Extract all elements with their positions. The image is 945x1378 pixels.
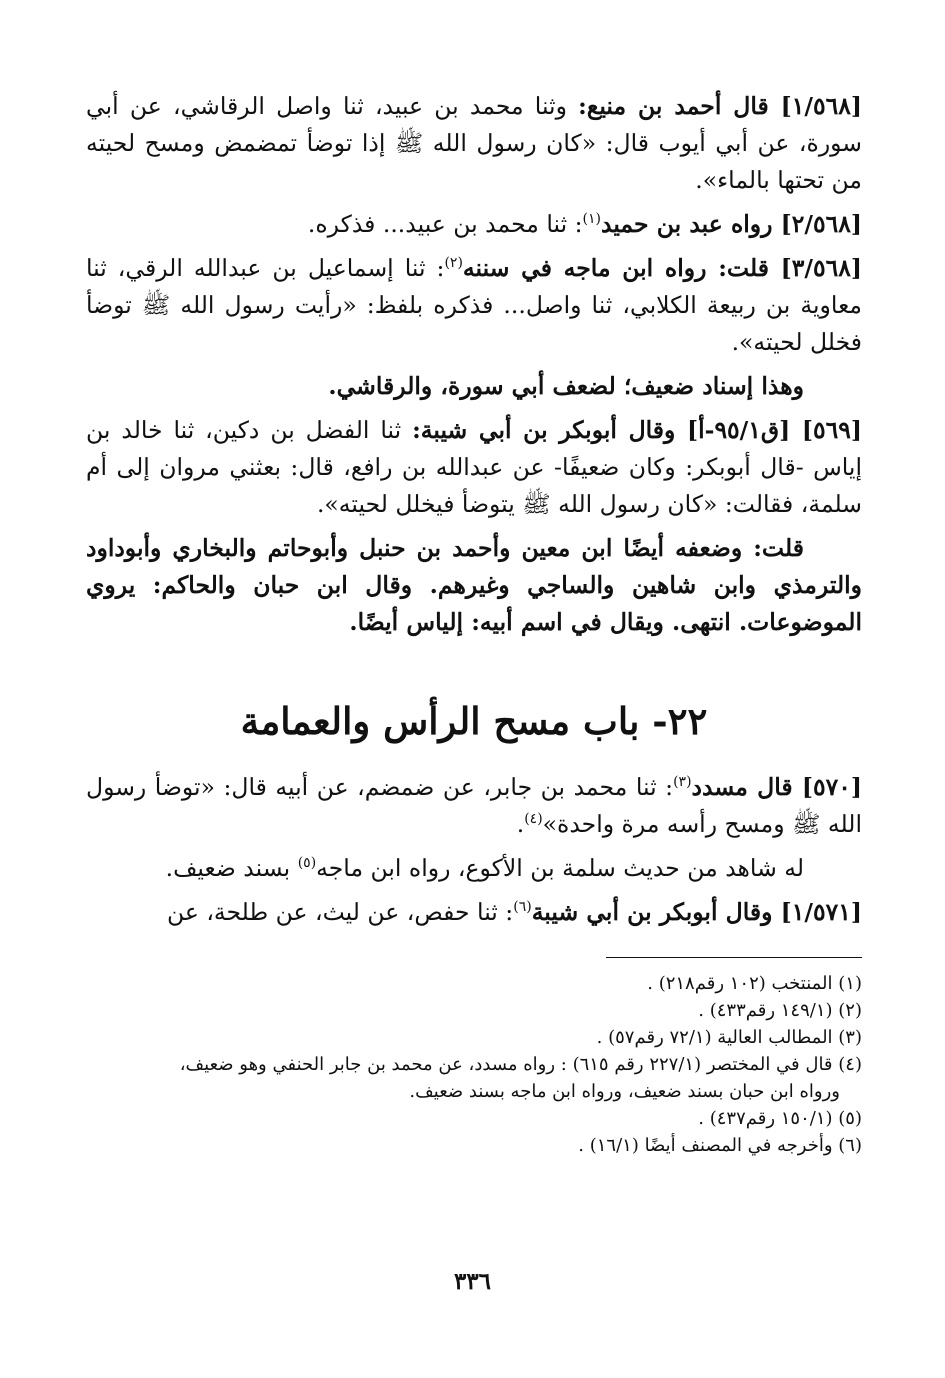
- footnote-marker[interactable]: (٦): [513, 899, 532, 916]
- commentary-weak-chain: [86, 368, 862, 405]
- hadith-568-2: [86, 206, 862, 243]
- hadith-568-3: [86, 250, 862, 361]
- footnote-2: (٢) (١٤٩/١ رقم٤٣٣) .: [698, 1000, 862, 1021]
- footnote-4: (٤) قال في المختصر (٢٢٧/١ رقم ٦١٥) : رواه مسدد، عن محمد بن جابر الحنفي وهو ضعيف،: [179, 1054, 862, 1075]
- hadith-reference: [٥٧٠] قال مسدد: [691, 773, 862, 801]
- footnote-1: (١) المنتخب (١٠٢ رقم٢١٨) .: [647, 973, 862, 994]
- hadith-reference: [١/٥٧١] وقال أبوبكر بن أبي شيبة: [531, 898, 862, 926]
- footnotes: [86, 970, 862, 1159]
- hadith-text: : ثنا محمد بن عبيد... فذكره.: [307, 210, 583, 238]
- hadith-reference: [٥٦٩] [ق٩٥/١-أ] وقال أبوبكر بن أبي شيبة:: [412, 416, 862, 444]
- hadith-text: : ثنا حفص، عن ليث، عن طلحة، عن: [166, 898, 514, 926]
- hadith-text: ثنا الفضل بن دكين، ثنا خالد بن إياس -قال أبوبكر: وكان ضعيفًا- عن عبدالله بن رافع، قال: بعثني مروان إلى أم سلمة، فقالت: «كان رسول الله ﷺ يتوضأ فيخلل لحيته».: [86, 416, 862, 518]
- footnote-marker[interactable]: (٤): [524, 811, 543, 828]
- hadith-reference: [٣/٥٦٨] قلت: رواه ابن ماجه في سننه: [462, 254, 862, 282]
- hadith-568-1: [86, 88, 862, 199]
- footnote-4-continued: ورواه ابن حبان بسند ضعيف، ورواه ابن ماجه بسند ضعيف.: [409, 1081, 840, 1102]
- commentary-witness: [86, 850, 862, 887]
- footnote-marker[interactable]: (٢): [444, 255, 463, 272]
- footnote-divider: [606, 957, 862, 958]
- footnote-5: (٥) (١٥٠/١ رقم٤٣٧) .: [698, 1108, 862, 1129]
- footnote-6: (٦) وأخرجه في المصنف أيضًا (١٦/١) .: [578, 1135, 862, 1156]
- hadith-reference: [١/٥٦٨] قال أحمد بن منيع:: [578, 92, 862, 120]
- hadith-reference: [٢/٥٦٨] رواه عبد بن حميد: [600, 210, 862, 238]
- hadith-text: : ثنا إسماعيل بن عبدالله الرقي، ثنا معاوية بن ربيعة الكلابي، ثنا واصل... فذكره بلفظ: «رأيت رسول الله ﷺ توضأ فخلل لحيته».: [86, 254, 862, 356]
- footnote-3: (٣) المطالب العالية (٧٢/١ رقم٥٧) .: [596, 1027, 862, 1048]
- chapter-title: ٢٢- باب مسح الرأس والعمامة: [240, 699, 708, 743]
- footnote-marker[interactable]: (٣): [673, 774, 692, 791]
- hadith-text-end: .: [516, 810, 525, 838]
- footnote-marker[interactable]: (١): [582, 211, 601, 228]
- commentary-text: له شاهد من حديث سلمة بن الأكوع، رواه ابن ماجه: [316, 854, 804, 882]
- book-page: [86, 88, 862, 1159]
- footnote-marker[interactable]: (٥): [297, 855, 317, 872]
- page-number: ٣٣٦: [453, 1268, 492, 1295]
- commentary-text: قلت: وضعفه أيضًا ابن معين وأحمد بن حنبل وأبوحاتم والبخاري وأبوداود والترمذي وابن شاهين والساجي وغيرهم. وقال ابن حبان والحاكم: يروي الموضوعات. انتهى. ويقال في اسم أبيه: إلياس أيضًا.: [86, 534, 862, 636]
- hadith-text: وثنا محمد بن عبيد، ثنا واصل الرقاشي، عن أبي سورة، عن أبي أيوب قال: «كان رسول الله ﷺ إذا توضأ تمضمض ومسح لحيته من تحتها بالماء».: [86, 92, 862, 194]
- commentary-text-end: بسند ضعيف.: [165, 854, 298, 882]
- hadith-570: [86, 769, 862, 843]
- commentary-narrator: [86, 530, 862, 641]
- hadith-text: : ثنا محمد بن جابر، عن ضمضم، عن أبيه قال: «توضأ رسول الله ﷺ ومسح رأسه مرة واحدة»: [86, 773, 862, 838]
- hadith-571-1: [86, 894, 862, 931]
- hadith-569: [86, 412, 862, 523]
- commentary-text: وهذا إسناد ضعيف؛ لضعف أبي سورة، والرقاشي.: [328, 372, 804, 400]
